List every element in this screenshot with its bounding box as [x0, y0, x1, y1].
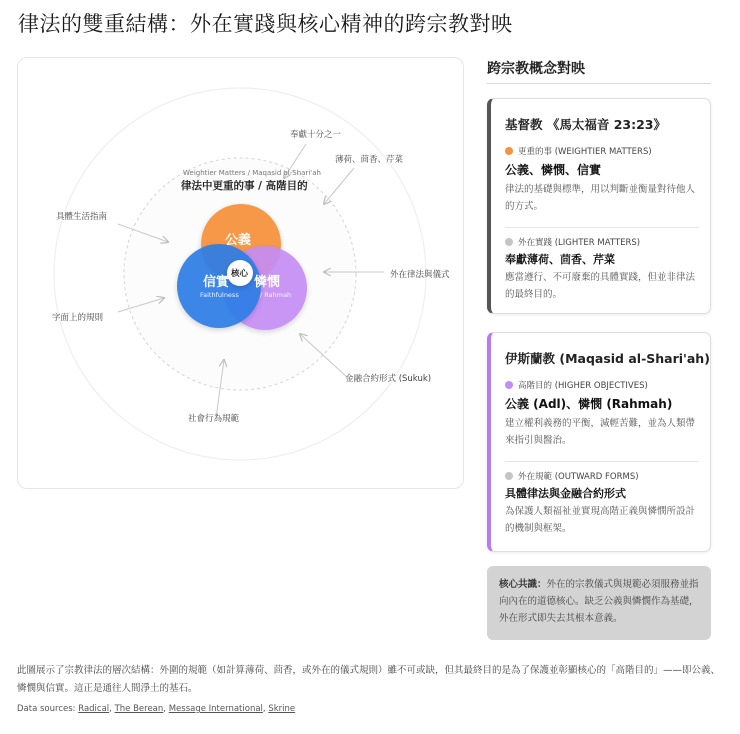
lighter-heading: 外在實踐 (LIGHTER MATTERS) [505, 236, 640, 248]
weightier-desc: 律法的基礎與標準，用以判斷並衡量對待他人的方式。 [505, 184, 696, 212]
inner-heading-main: 律法中更重的事 / 高階目的 [181, 180, 308, 192]
outward-desc: 為保護人類福祉並實現高階正義與憐憫所設計的機制與框架。 [505, 506, 696, 534]
purple-dot-icon [505, 381, 513, 389]
sources-label: Data sources: [17, 704, 76, 714]
sidebar-divider [487, 83, 711, 84]
gray-dot-icon [505, 238, 513, 246]
label-literal-rules: 字面上的規則 [52, 313, 104, 323]
label-life-guide: 具體生活指南 [56, 212, 108, 222]
source-link-message-international[interactable]: Message International [168, 704, 263, 714]
consensus-box [487, 566, 711, 640]
faith-sub-label: Faithfulness [200, 291, 239, 299]
higher-desc: 建立權利義務的平衡，減輕苦難，並為人類帶來指引與醫治。 [505, 418, 696, 446]
justice-label: 公義 [225, 233, 252, 248]
mercy-sub-label: / Rahmah [260, 291, 292, 299]
source-link-radical[interactable]: Radical [78, 704, 110, 714]
card-divider [505, 227, 699, 228]
weightier-heading: 更重的事 (WEIGHTIER MATTERS) [505, 145, 652, 157]
higher-heading: 高階目的 (HIGHER OBJECTIVES) [505, 379, 648, 391]
lighter-main: 奉獻薄荷、茴香、芹菜 [505, 253, 615, 266]
diagram-card [17, 57, 464, 489]
label-tithe: 奉獻十分之一 [290, 130, 342, 140]
faith-label: 信實 [203, 275, 230, 290]
consensus-text: 外在的宗教儀式與規範必須服務並指向內在的道德核心。缺乏公義與憐憫作為基礎，外在形式即失去其根本意義。 [499, 579, 699, 624]
sidebar-title: 跨宗教概念對映 [487, 61, 585, 77]
islam-card [487, 332, 711, 552]
outward-heading: 外在規範 (OUTWARD FORMS) [505, 470, 639, 482]
label-outward-ritual: 外在律法與儀式 [390, 270, 450, 280]
source-link-berean[interactable]: The Berean [114, 704, 164, 714]
christianity-card [487, 98, 711, 314]
arrow-herbs [324, 168, 354, 204]
higher-main: 公義 (Adl)、憐憫 (Rahmah) [505, 397, 673, 411]
islam-title: 伊斯蘭教 (Maqasid al-Shari'ah) [505, 351, 710, 366]
card-divider [505, 461, 699, 462]
inner-heading-small: Weightier Matters / Maqasid al-Shari'ah [183, 169, 321, 177]
consensus-label: 核心共識： [499, 579, 547, 590]
data-sources: Data sources: Radical, The Berean, Message International, Skrine [17, 704, 296, 714]
label-finance: 金融合約形式 (Sukuk) [345, 374, 432, 384]
page-title: 律法的雙重結構：外在實踐與核心精神的跨宗教對映 [18, 12, 513, 36]
mercy-label: 憐憫 [254, 275, 281, 290]
weightier-main: 公義、憐憫、信實 [505, 163, 602, 177]
label-herbs: 薄荷、茴香、芹菜 [335, 155, 404, 165]
orange-dot-icon [505, 147, 513, 155]
footer-note: 此圖展示了宗教律法的層次結構：外圍的規範（如計算薄荷、茴香，或外在的儀式規則）雖不可或缺，但其最終目的是為了保護並彰顯核心的「高階目的」——即公義、憐憫與信實。這正是通往人間淨土的基石。 [17, 665, 721, 694]
core-label: 核心 [231, 269, 249, 279]
gray-dot-icon [505, 472, 513, 480]
label-social-norms: 社會行為規範 [188, 414, 240, 424]
christianity-title: 基督教 《馬太福音 23:23》 [505, 117, 666, 132]
outward-main: 具體律法與金融合約形式 [505, 487, 626, 500]
lighter-desc: 應當遵行、不可廢棄的具體實踐，但並非律法的最終目的。 [505, 272, 696, 300]
source-link-skrine[interactable]: Skrine [268, 704, 296, 714]
